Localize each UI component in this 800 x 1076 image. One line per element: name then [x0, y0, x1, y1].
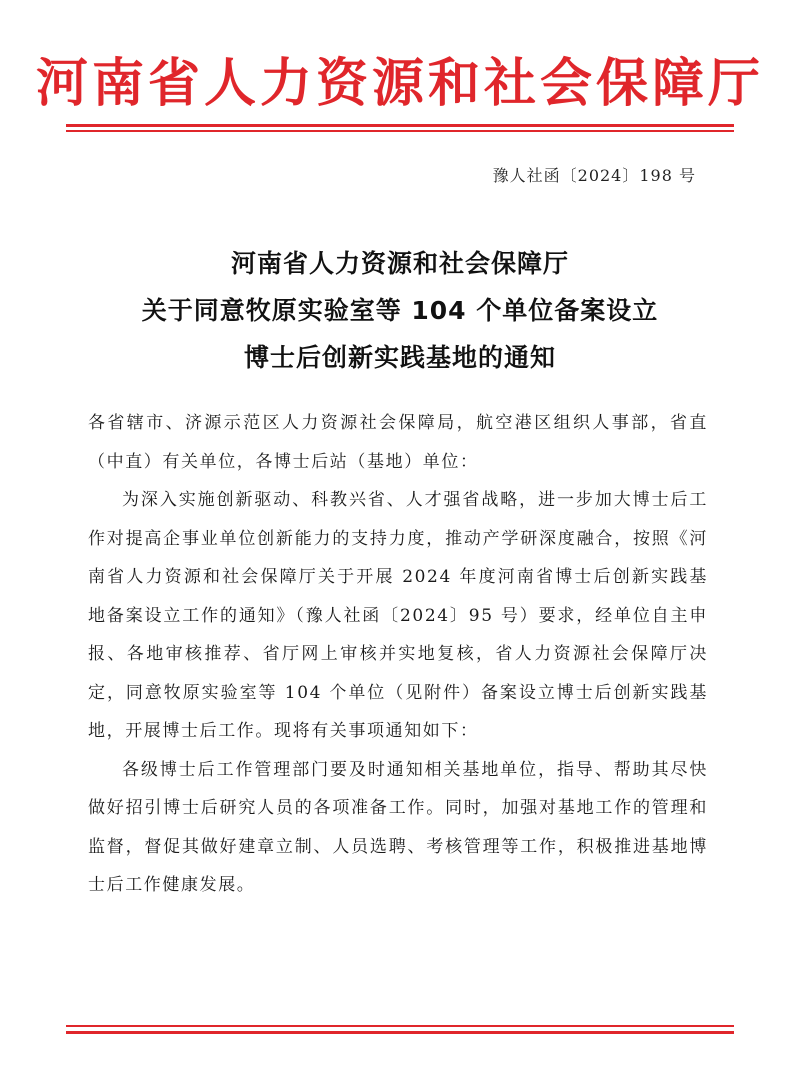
body-paragraph-1: 为深入实施创新驱动、科教兴省、人才强省战略，进一步加大博士后工作对提高企事业单位创新能力的支持力度，推动产学研深度融合，按照《河南省人力资源和社会保障厅关于开展 2024 年度河南省博士后创新实践基地备案设立工作的通知》（豫人社函〔2024〕95 号）要求，经单位自主申报、各地审核推荐、省厅网上审核并实地复核，省人力资源社会保障厅决定，同意牧原实验室等 104 个单位（见附件）备案设立博士后创新实践基地，开展博士后工作。现将有关事项通知如下： — [88, 490, 708, 741]
title-line-1: 河南省人力资源和社会保障厅 — [230, 249, 569, 278]
header-divider-thick — [66, 124, 734, 127]
title-line-2: 关于同意牧原实验室等 104 个单位备案设立 — [141, 296, 659, 325]
document-body — [88, 404, 708, 905]
footer-divider-thin — [66, 1025, 734, 1027]
document-number: 豫人社函〔2024〕198 号 — [492, 166, 696, 185]
title-line-3: 博士后创新实践基地的通知 — [243, 343, 556, 372]
header-divider-thin — [66, 130, 734, 132]
document-title — [0, 240, 800, 381]
org-header-title: 河南省人力资源和社会保障厅 — [35, 54, 764, 114]
footer-divider-thick — [66, 1031, 734, 1034]
addressee: 各省辖市、济源示范区人力资源社会保障局，航空港区组织人事部，省直（中直）有关单位，各博士后站（基地）单位： — [88, 413, 708, 472]
body-paragraph-2: 各级博士后工作管理部门要及时通知相关基地单位，指导、帮助其尽快做好招引博士后研究人员的各项准备工作。同时，加强对基地工作的管理和监督，督促其做好建章立制、人员选聘、考核管理等工作，积极推进基地博士后工作健康发展。 — [88, 759, 708, 895]
